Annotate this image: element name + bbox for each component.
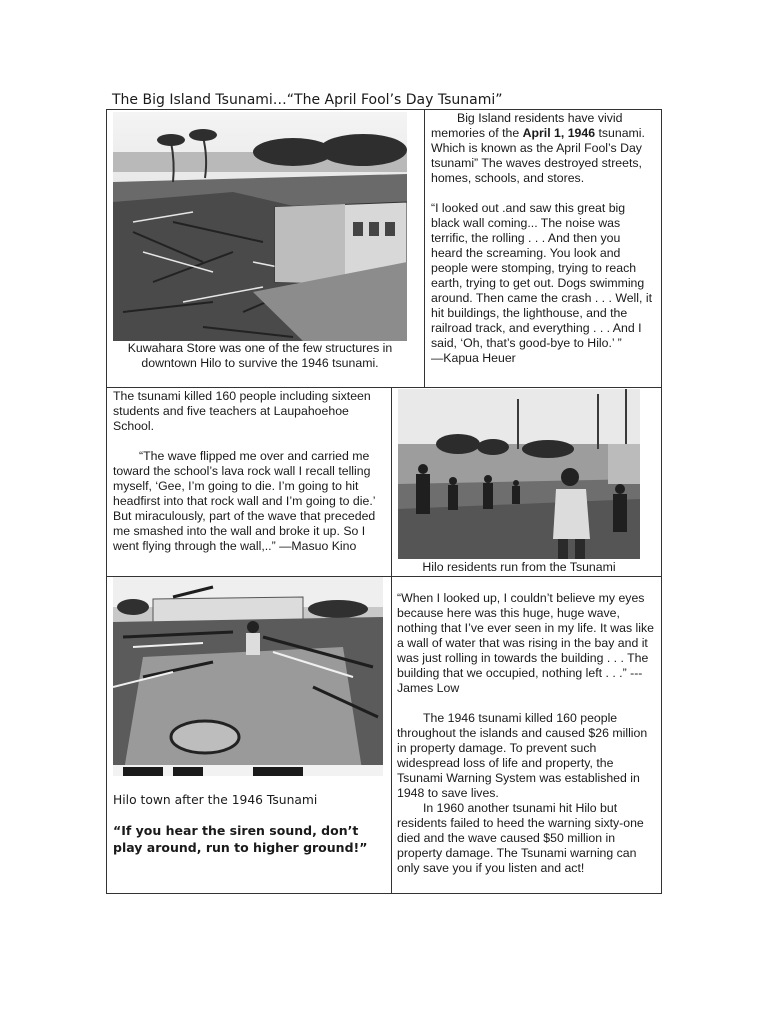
column-divider-row2 [391, 387, 392, 577]
hilo-town-after-caption: Hilo town after the 1946 Tsunami [113, 793, 318, 807]
intro-text-after: tsunami. Which is known as the April Fool’s Day tsunami” The waves destroyed streets, homes, schools, and stores. [431, 126, 645, 185]
james-low-cell [397, 591, 657, 891]
kuwahara-store-caption: Kuwahara Store was one of the few structures in downtown Hilo to survive the 1946 tsunami. [127, 341, 393, 370]
kapua-heuer-attribution: —Kapua Heuer [431, 351, 516, 365]
laupahoehoe-cell [113, 389, 387, 574]
row-divider-1 [107, 387, 661, 388]
1960-tsunami-paragraph: In 1960 another tsunami hit Hilo but residents failed to heed the warning sixty-one died and the wave caused $50 million in property damage. The Tsunami warning can only save you if you listen and act! [397, 801, 644, 875]
page-title: The Big Island Tsunami…“The April Fool’s Day Tsunami” [112, 92, 503, 108]
april-fools-intro-cell [431, 111, 653, 381]
damage-paragraph: The 1946 tsunami killed 160 people throughout the islands and caused $26 million in property damage. To prevent such widespread loss of life and property, the Tsunami Warning System was established in 1948 to save lives. [397, 711, 648, 800]
kuwahara-store-photo [113, 112, 407, 341]
content-table [106, 109, 662, 894]
james-low-quote: “When I looked up, I couldn’t believe my eyes because here was this huge, huge wave, nothing that I’ve ever seen in my life. It was like a wall of water that was rising in the bay and it was just rolling in towards the building . . . The building that we occupied, nothing left . . .” --- James Low [397, 591, 654, 695]
masuo-kino-quote: “The wave flipped me over and carried me toward the school’s lava rock wall I recall telling myself, ‘Gee, I’m going to die. I’m going to hit headfirst into that rock wall and I’m going to die.’ But miraculously, part of the wave that preceded me smashed into the wall and broke it up. So I went flying through the wall,..” —Masuo Kino [113, 449, 376, 553]
laupahoehoe-intro: The tsunami killed 160 people including sixteen students and five teachers at Laupahoehoe School. [113, 389, 371, 433]
siren-slogan: “If you hear the siren sound, don’t play around, run to higher ground!” [113, 823, 368, 855]
april-fools-intro [431, 111, 653, 186]
column-divider-row3 [391, 576, 392, 894]
column-divider-row1 [424, 110, 425, 388]
residents-running-photo [398, 389, 640, 559]
residents-running-caption: Hilo residents run from the Tsunami [422, 560, 616, 574]
hilo-town-after-photo [113, 577, 383, 776]
april-1-1946-date: April 1, 1946 [522, 126, 596, 140]
intro-text-before: Big Island residents have vivid memories of the [431, 111, 623, 140]
kapua-heuer-quote: “I looked out .and saw this great big black wall coming... The noise was terrific, the rolling . . . And then you heard the screaming. You look and people were stomping, trying to reach earth, trying to get out. Dogs swimming around. Then came the crash . . . Well, it hit buildings, the lighthouse, and the railroad track, and everything . . . And I said, ‘Oh, that’s good-bye to Hilo.’ ” [431, 201, 652, 350]
